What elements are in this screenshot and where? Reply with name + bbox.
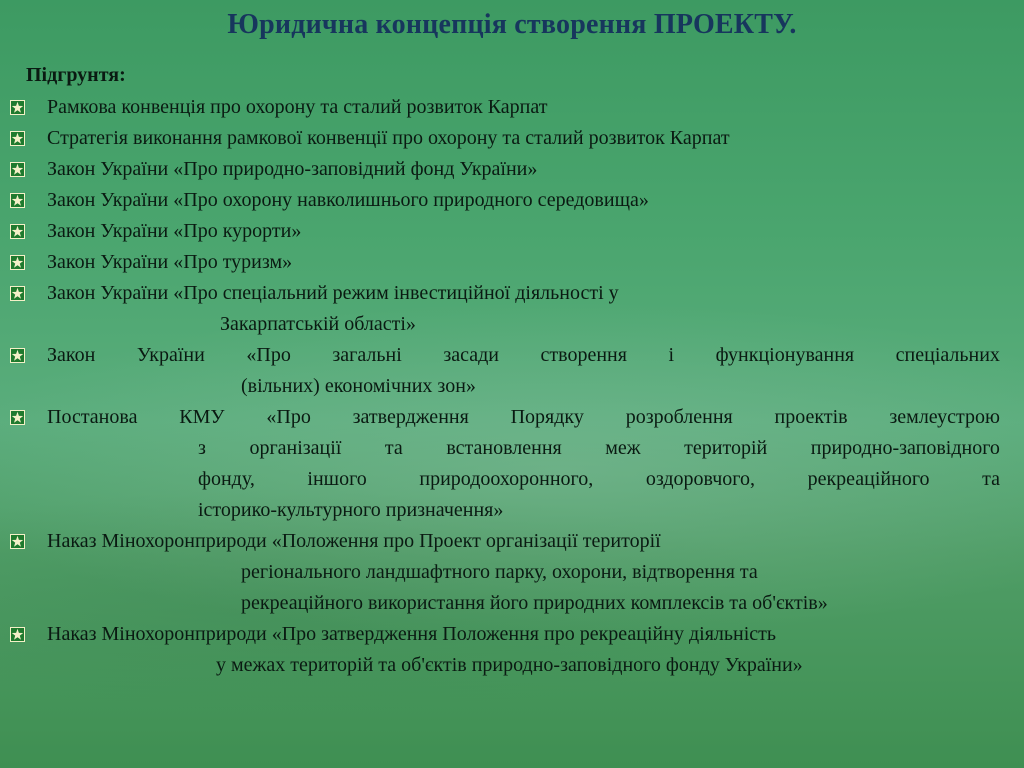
word: встановлення [446, 437, 562, 459]
star-bullet-icon [10, 410, 25, 425]
item-line: Закон України «Про охорону навколишнього природного середовища» [47, 189, 649, 211]
item-line [47, 402, 1000, 433]
list-item [10, 619, 1000, 681]
word: «Про [266, 406, 311, 428]
word: та [982, 468, 1000, 490]
list-item [10, 278, 1000, 340]
word: землеустрою [889, 406, 1000, 428]
word: Порядку [510, 406, 584, 428]
item-line-continued [47, 464, 1000, 495]
item-line-continued: у межах територій та об'єктів природно-заповідного фонду України» [216, 654, 803, 676]
word: оздоровчого, [645, 468, 755, 490]
item-line: Закон України «Про спеціальний режим інвестиційної діяльності у [47, 282, 619, 304]
word: функціонування [715, 344, 855, 366]
word: територій [684, 437, 768, 459]
word: засади [443, 344, 499, 366]
star-bullet-icon [10, 100, 25, 115]
list-item [10, 340, 1000, 402]
word: фонду, [198, 468, 255, 490]
list-item [10, 216, 1000, 247]
star-bullet-icon [10, 162, 25, 177]
item-line-continued: (вільних) економічних зон» [241, 375, 476, 397]
item-line-continued [47, 433, 1000, 464]
item-line-continued: рекреаційного використання його природних комплексів та об'єктів» [241, 592, 828, 614]
item-line: Закон України «Про туризм» [47, 251, 293, 273]
star-bullet-icon [10, 255, 25, 270]
item-line-continued: Закарпатській області» [220, 313, 416, 335]
star-bullet-icon [10, 193, 25, 208]
word: розроблення [625, 406, 733, 428]
word: і [668, 344, 675, 366]
list-item [10, 123, 1000, 154]
item-line: Рамкова конвенція про охорону та сталий розвиток Карпат [47, 96, 548, 118]
word: КМУ [179, 406, 225, 428]
word: створення [540, 344, 627, 366]
star-bullet-icon [10, 348, 25, 363]
word: затвердження [352, 406, 469, 428]
star-bullet-icon [10, 286, 25, 301]
star-bullet-icon [10, 131, 25, 146]
item-line [47, 340, 1000, 371]
item-line: Закон України «Про природно-заповідний фонд України» [47, 158, 538, 180]
word: «Про [246, 344, 291, 366]
word: іншого [307, 468, 367, 490]
word: рекреаційного [807, 468, 930, 490]
item-line-continued: історико-культурного призначення» [198, 499, 504, 521]
legal-basis-list [10, 92, 1000, 681]
star-bullet-icon [10, 534, 25, 549]
list-item [10, 247, 1000, 278]
list-item [10, 185, 1000, 216]
item-line: Наказ Мінохоронприроди «Положення про Проект організації території [47, 530, 661, 552]
word: загальні [332, 344, 402, 366]
list-item [10, 154, 1000, 185]
word: з [198, 437, 206, 459]
word: природно-заповідного [810, 437, 1000, 459]
item-line-continued: регіонального ландшафтного парку, охорони, відтворення та [241, 561, 758, 583]
slide-title: Юридична концепція створення ПРОЕКТУ. [227, 9, 797, 40]
word: організації [249, 437, 342, 459]
word: спеціальних [895, 344, 1000, 366]
word: Постанова [47, 406, 138, 428]
word: меж [605, 437, 641, 459]
item-line: Стратегія виконання рамкової конвенції про охорону та сталий розвиток Карпат [47, 127, 730, 149]
word: Закон [47, 344, 96, 366]
list-item [10, 526, 1000, 619]
list-item [10, 92, 1000, 123]
section-subtitle: Підгрунтя: [26, 64, 126, 86]
star-bullet-icon [10, 224, 25, 239]
word: України [136, 344, 205, 366]
item-line: Наказ Мінохоронприроди «Про затвердження Положення про рекреаційну діяльність [47, 623, 776, 645]
star-bullet-icon [10, 627, 25, 642]
word: природоохоронного, [419, 468, 594, 490]
word: проектів [774, 406, 848, 428]
word: та [384, 437, 403, 459]
item-line: Закон України «Про курорти» [47, 220, 302, 242]
list-item [10, 402, 1000, 526]
